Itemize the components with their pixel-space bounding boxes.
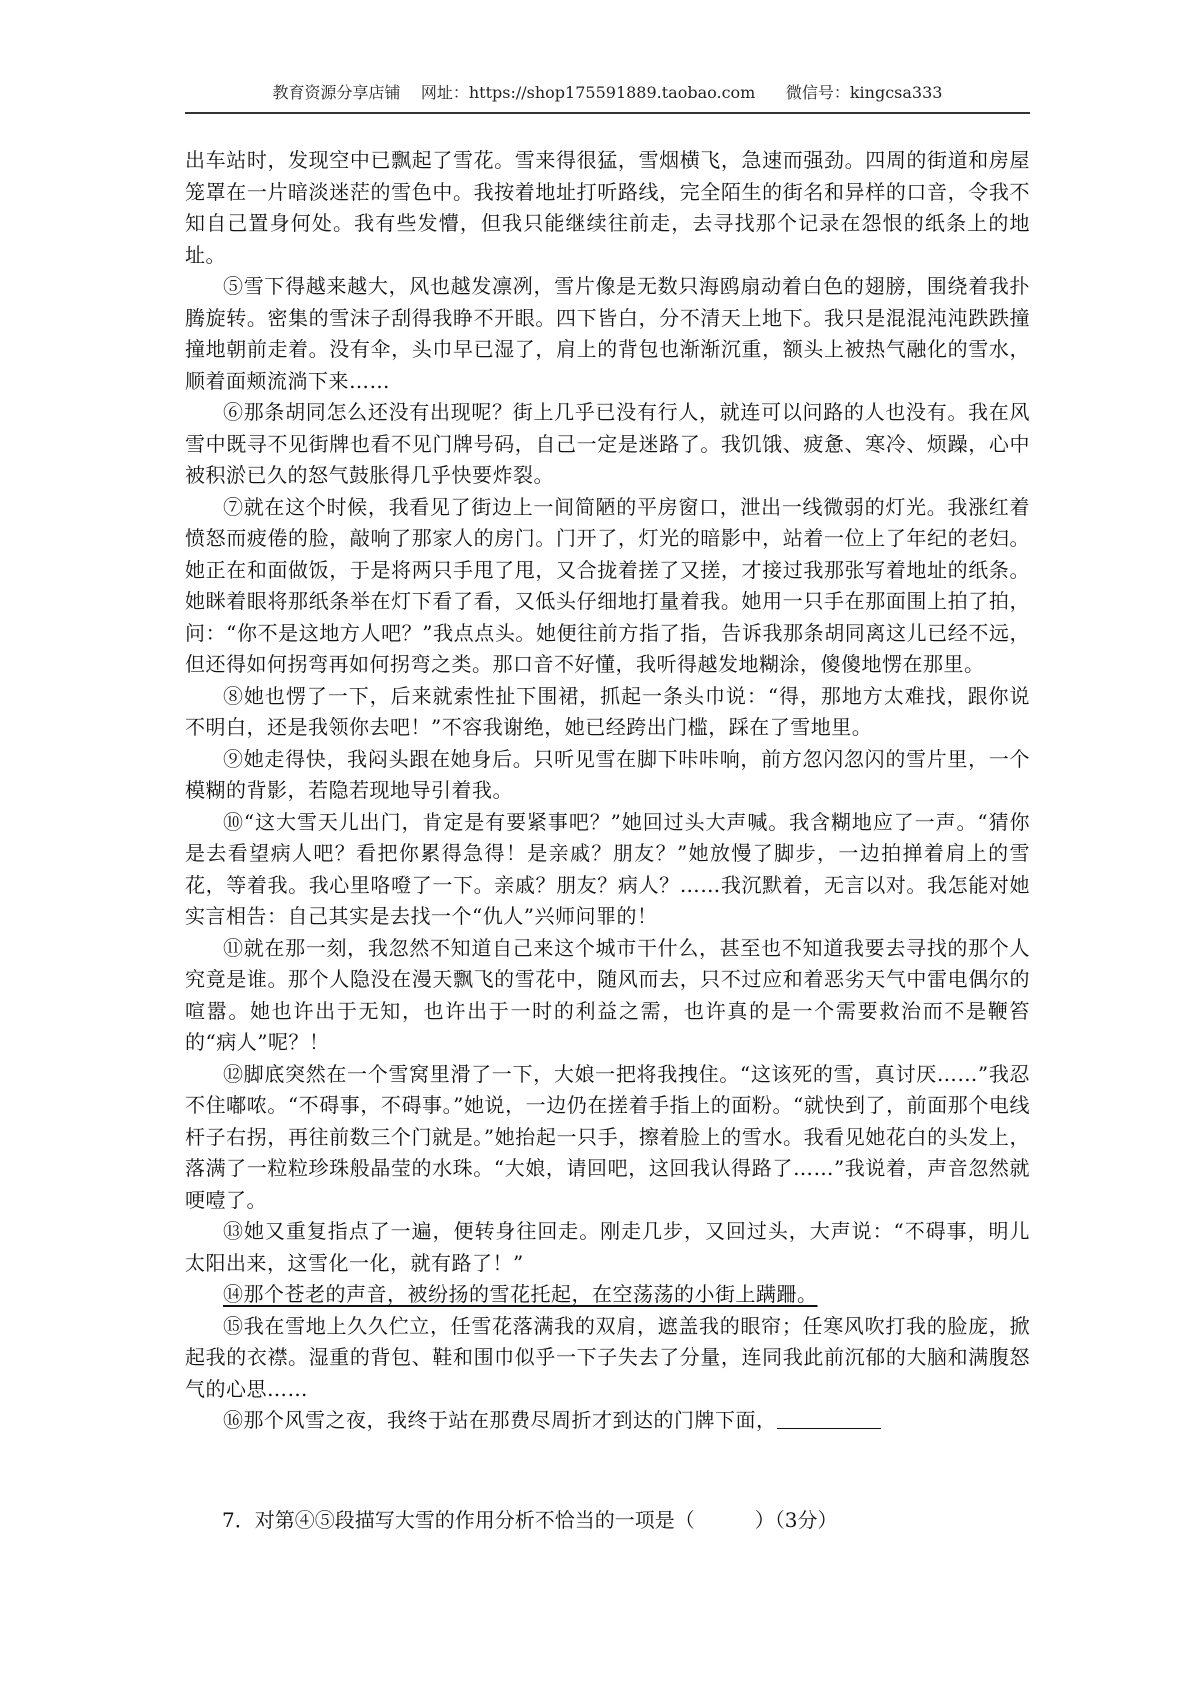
header-shop-name: 教育资源分享店铺 (272, 83, 401, 102)
paragraph-7: ⑦就在这个时候，我看见了街边上一间简陋的平房窗口，泄出一线微弱的灯光。我涨红着愤怒而疲倦的脸，敲响了那家人的房门。门开了，灯光的暗影中，站着一位上了年纪的老妇。她正在和面做饭，于是将两只手甩了甩，又合拢着搓了又搓，才接过我那张写着地址的纸条。她眯着眼将那纸条举在灯下看了看，又低头仔细地打量着我。她用一只手在那面围上拍了拍，问：“你不是这地方人吧？”我点点头。她便往前方指了指，告诉我那条胡同离这儿已经不远，但还得如何拐弯再如何拐弯之类。那口音不好懂，我听得越发地糊涂，傻傻地愣在那里。 (185, 494, 1030, 676)
paragraph-14: ⑭那个苍老的声音，被纷扬的雪花托起，在空荡荡的小街上蹒跚。 (223, 1282, 818, 1306)
answer-blank[interactable] (777, 1408, 881, 1429)
paragraph-15: ⑮我在雪地上久久伫立，任雪花落满我的双肩，遮盖我的眼帘；任寒风吹打我的脸庞，掀起我的衣襟。湿重的背包、鞋和围巾似乎一下子失去了分量，连同我此前沉郁的大脑和满腹怒气的心思…… (185, 1313, 1030, 1401)
paragraph-16-container (185, 1405, 1030, 1437)
article-body (185, 145, 1030, 1437)
paragraph-14-container (185, 1279, 1030, 1311)
paragraph-intro: 出车站时，发现空中已飘起了雪花。雪来得很猛，雪烟横飞，急速而强劲。四周的街道和房屋笼罩在一片暗淡迷茫的雪色中。我按着地址打听路线，完全陌生的街名和异样的口音，令我不知自己置身何处。我有些发懵，但我只能继续往前走，去寻找那个记录在怨恨的纸条上的地址。 (185, 148, 1030, 267)
paragraph-10: ⑩“这大雪天儿出门，肯定是有要紧事吧？”她回过头大声喊。我含糊地应了一声。“猜你是去看望病人吧？看把你累得急得！是亲戚？朋友？”她放慢了脚步，一边拍掸着肩上的雪花，等着我。我心里咯噔了一下。亲戚？朋友？病人？……我沉默着，无言以对。我怎能对她实言相告：自己其实是去找一个“仇人”兴师问罪的！ (185, 809, 1030, 928)
page-header (185, 82, 1030, 114)
header-shop-url: 网址：https://shop175591889.taobao.com (420, 83, 756, 102)
paragraph-11: ⑪就在那一刻，我忽然不知道自己来这个城市干什么，甚至也不知道我要去寻找的那个人究竟是谁。那个人隐没在漫天飘飞的雪花中，随风而去，只不过应和着恶劣天气中雷电偶尔的喧嚣。她也许出于无知，也许出于一时的利益之需，也许真的是一个需要救治而不是鞭笞的“病人”呢？！ (185, 935, 1030, 1054)
paragraph-16: ⑯那个风雪之夜，我终于站在那费尽周折才到达的门牌下面， (223, 1408, 777, 1432)
paragraph-8: ⑧她也愣了一下，后来就索性扯下围裙，抓起一条头巾说：“得，那地方太难找，跟你说不明白，还是我领你去吧！”不容我谢绝，她已经跨出门槛，踩在了雪地里。 (185, 683, 1030, 739)
paragraph-6: ⑥那条胡同怎么还没有出现呢？街上几乎已没有行人，就连可以问路的人也没有。我在风雪中既寻不见街牌也看不见门牌号码，自己一定是迷路了。我饥饿、疲惫、寒冷、烦躁，心中被积淤已久的怒气鼓胀得几乎快要炸裂。 (185, 400, 1030, 487)
header-wechat: 微信号：kingcsa333 (785, 83, 943, 102)
paragraph-9: ⑨她走得快，我闷头跟在她身后。只听见雪在脚下咔咔响，前方忽闪忽闪的雪片里，一个模糊的背影，若隐若现地导引着我。 (185, 746, 1030, 802)
question-7: 7．对第④⑤段描写大雪的作用分析不恰当的一项是（ ）（3分） (222, 1508, 838, 1532)
paragraph-5: ⑤雪下得越来越大，风也越发凛冽，雪片像是无数只海鸥扇动着白色的翅膀，围绕着我扑腾旋转。密集的雪沫子刮得我睁不开眼。四下皆白，分不清天上地下。我只是混混沌沌跌跌撞撞地朝前走着。没有伞，头巾早已湿了，肩上的背包也渐渐沉重，额头上被热气融化的雪水，顺着面颊流淌下来…… (185, 274, 1030, 393)
paragraph-13: ⑬她又重复指点了一遍，便转身往回走。刚走几步，又回过头，大声说：“不碍事，明儿太阳出来，这雪化一化，就有路了！” (185, 1219, 1030, 1275)
paragraph-12: ⑫脚底突然在一个雪窝里滑了一下，大娘一把将我拽住。“这该死的雪，真讨厌……”我忍不住嘟哝。“不碍事，不碍事。”她说，一边仍在搓着手指上的面粉。“就快到了，前面那个电线杆子右拐，再往前数三个门就是。”她抬起一只手，擦着脸上的雪水。我看见她花白的头发上，落满了一粒粒珍珠般晶莹的水珠。“大娘，请回吧，这回我认得路了……”我说着，声音忽然就哽噎了。 (185, 1061, 1030, 1212)
